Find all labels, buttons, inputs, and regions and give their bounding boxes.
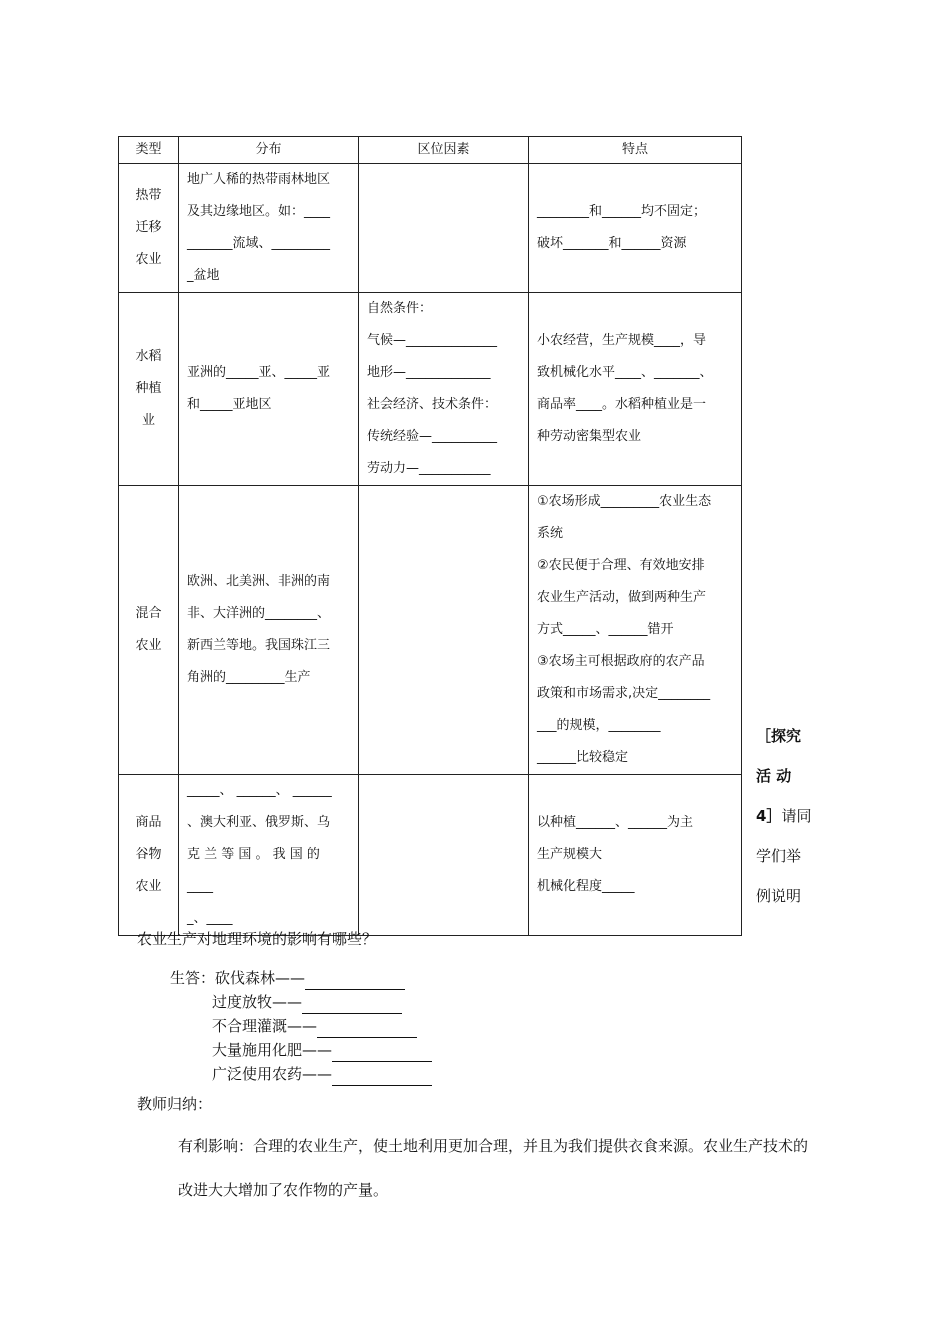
question-text: 农业生产对地理环境的影响有哪些？	[137, 930, 378, 948]
row-factors	[359, 486, 529, 775]
row-features: ①农场形成_________农业生态 系统 ②农民便于合理、有效地安排 农业生产活动，做到两种生产 方式_____、______错开 ③农场主可根据政府的农产品 政策和市场需求,决定________ ___的规模，________ ______比较稳定	[529, 486, 742, 775]
answer-line	[212, 1038, 432, 1062]
answer-blank[interactable]	[317, 1019, 417, 1038]
answer-item: 大量施用化肥——	[212, 1041, 333, 1059]
header-features: 特点	[529, 137, 742, 164]
table-header-row	[119, 137, 742, 164]
row-features: 小农经营，生产规模____，导 致机械化水平____、_______、 商品率____。水稻种植业是一 种劳动密集型农业	[529, 293, 742, 486]
side-note-title: ［探究 活 动 4］	[756, 727, 802, 825]
row-type: 热带 迁移 农业	[119, 164, 179, 293]
header-distribution: 分布	[179, 137, 359, 164]
row-features: ________和______均不固定； 破坏_______和______资源	[529, 164, 742, 293]
answer-blank[interactable]	[305, 971, 405, 990]
row-distribution: _____、 ______、 ______ 、澳大利亚、俄罗斯、乌 克 兰 等 国 。 我 国 的 ____ _、____	[179, 775, 359, 936]
answer-line	[212, 1062, 432, 1086]
answer-blank[interactable]	[302, 995, 402, 1014]
answer-item: 不合理灌溉——	[212, 1017, 318, 1035]
answer-line	[170, 966, 405, 990]
header-type: 类型	[119, 137, 179, 164]
row-factors	[359, 164, 529, 293]
answer-line	[212, 1014, 417, 1038]
row-distribution: 欧洲、北美洲、非洲的南 非、大洋洲的________、 新西兰等地。我国珠江三 角洲的_________生产	[179, 486, 359, 775]
answer-lead: 生答：	[170, 969, 216, 987]
answer-line	[212, 990, 402, 1014]
row-type: 混合 农业	[119, 486, 179, 775]
side-note-text: 请同 学们举 例说明	[756, 807, 812, 905]
teacher-summary-text: 有利影响：合理的农业生产，使土地利用更加合理，并且为我们提供衣食来源。农业生产技术的改进大大增加了农作物的产量。	[178, 1137, 809, 1199]
row-type: 水稻 种植 业	[119, 293, 179, 486]
answer-blank[interactable]	[332, 1043, 432, 1062]
table-row	[119, 775, 742, 936]
table-row	[119, 486, 742, 775]
table-row	[119, 293, 742, 486]
row-features: 以种植______、______为主 生产规模大 机械化程度_____	[529, 775, 742, 936]
row-type: 商品 谷物 农业	[119, 775, 179, 936]
row-distribution: 地广人稀的热带雨林地区 及其边缘地区。如：____ _______流域、_________ _盆地	[179, 164, 359, 293]
answer-item: 砍伐森林——	[215, 969, 306, 987]
side-note	[756, 716, 816, 916]
teacher-summary-label: 教师归纳：	[137, 1095, 213, 1113]
header-factors: 区位因素	[359, 137, 529, 164]
table-row	[119, 164, 742, 293]
row-factors	[359, 775, 529, 936]
answer-item: 广泛使用农药——	[212, 1065, 333, 1083]
row-factors: 自然条件： 气候—______________ 地形—_____________ 社会经济、技术条件： 传统经验—__________ 劳动力—___________	[359, 293, 529, 486]
answer-blank[interactable]	[332, 1067, 432, 1086]
answer-item: 过度放牧——	[212, 993, 303, 1011]
agriculture-table	[118, 136, 742, 936]
row-distribution: 亚洲的_____亚、_____亚 和_____亚地区	[179, 293, 359, 486]
